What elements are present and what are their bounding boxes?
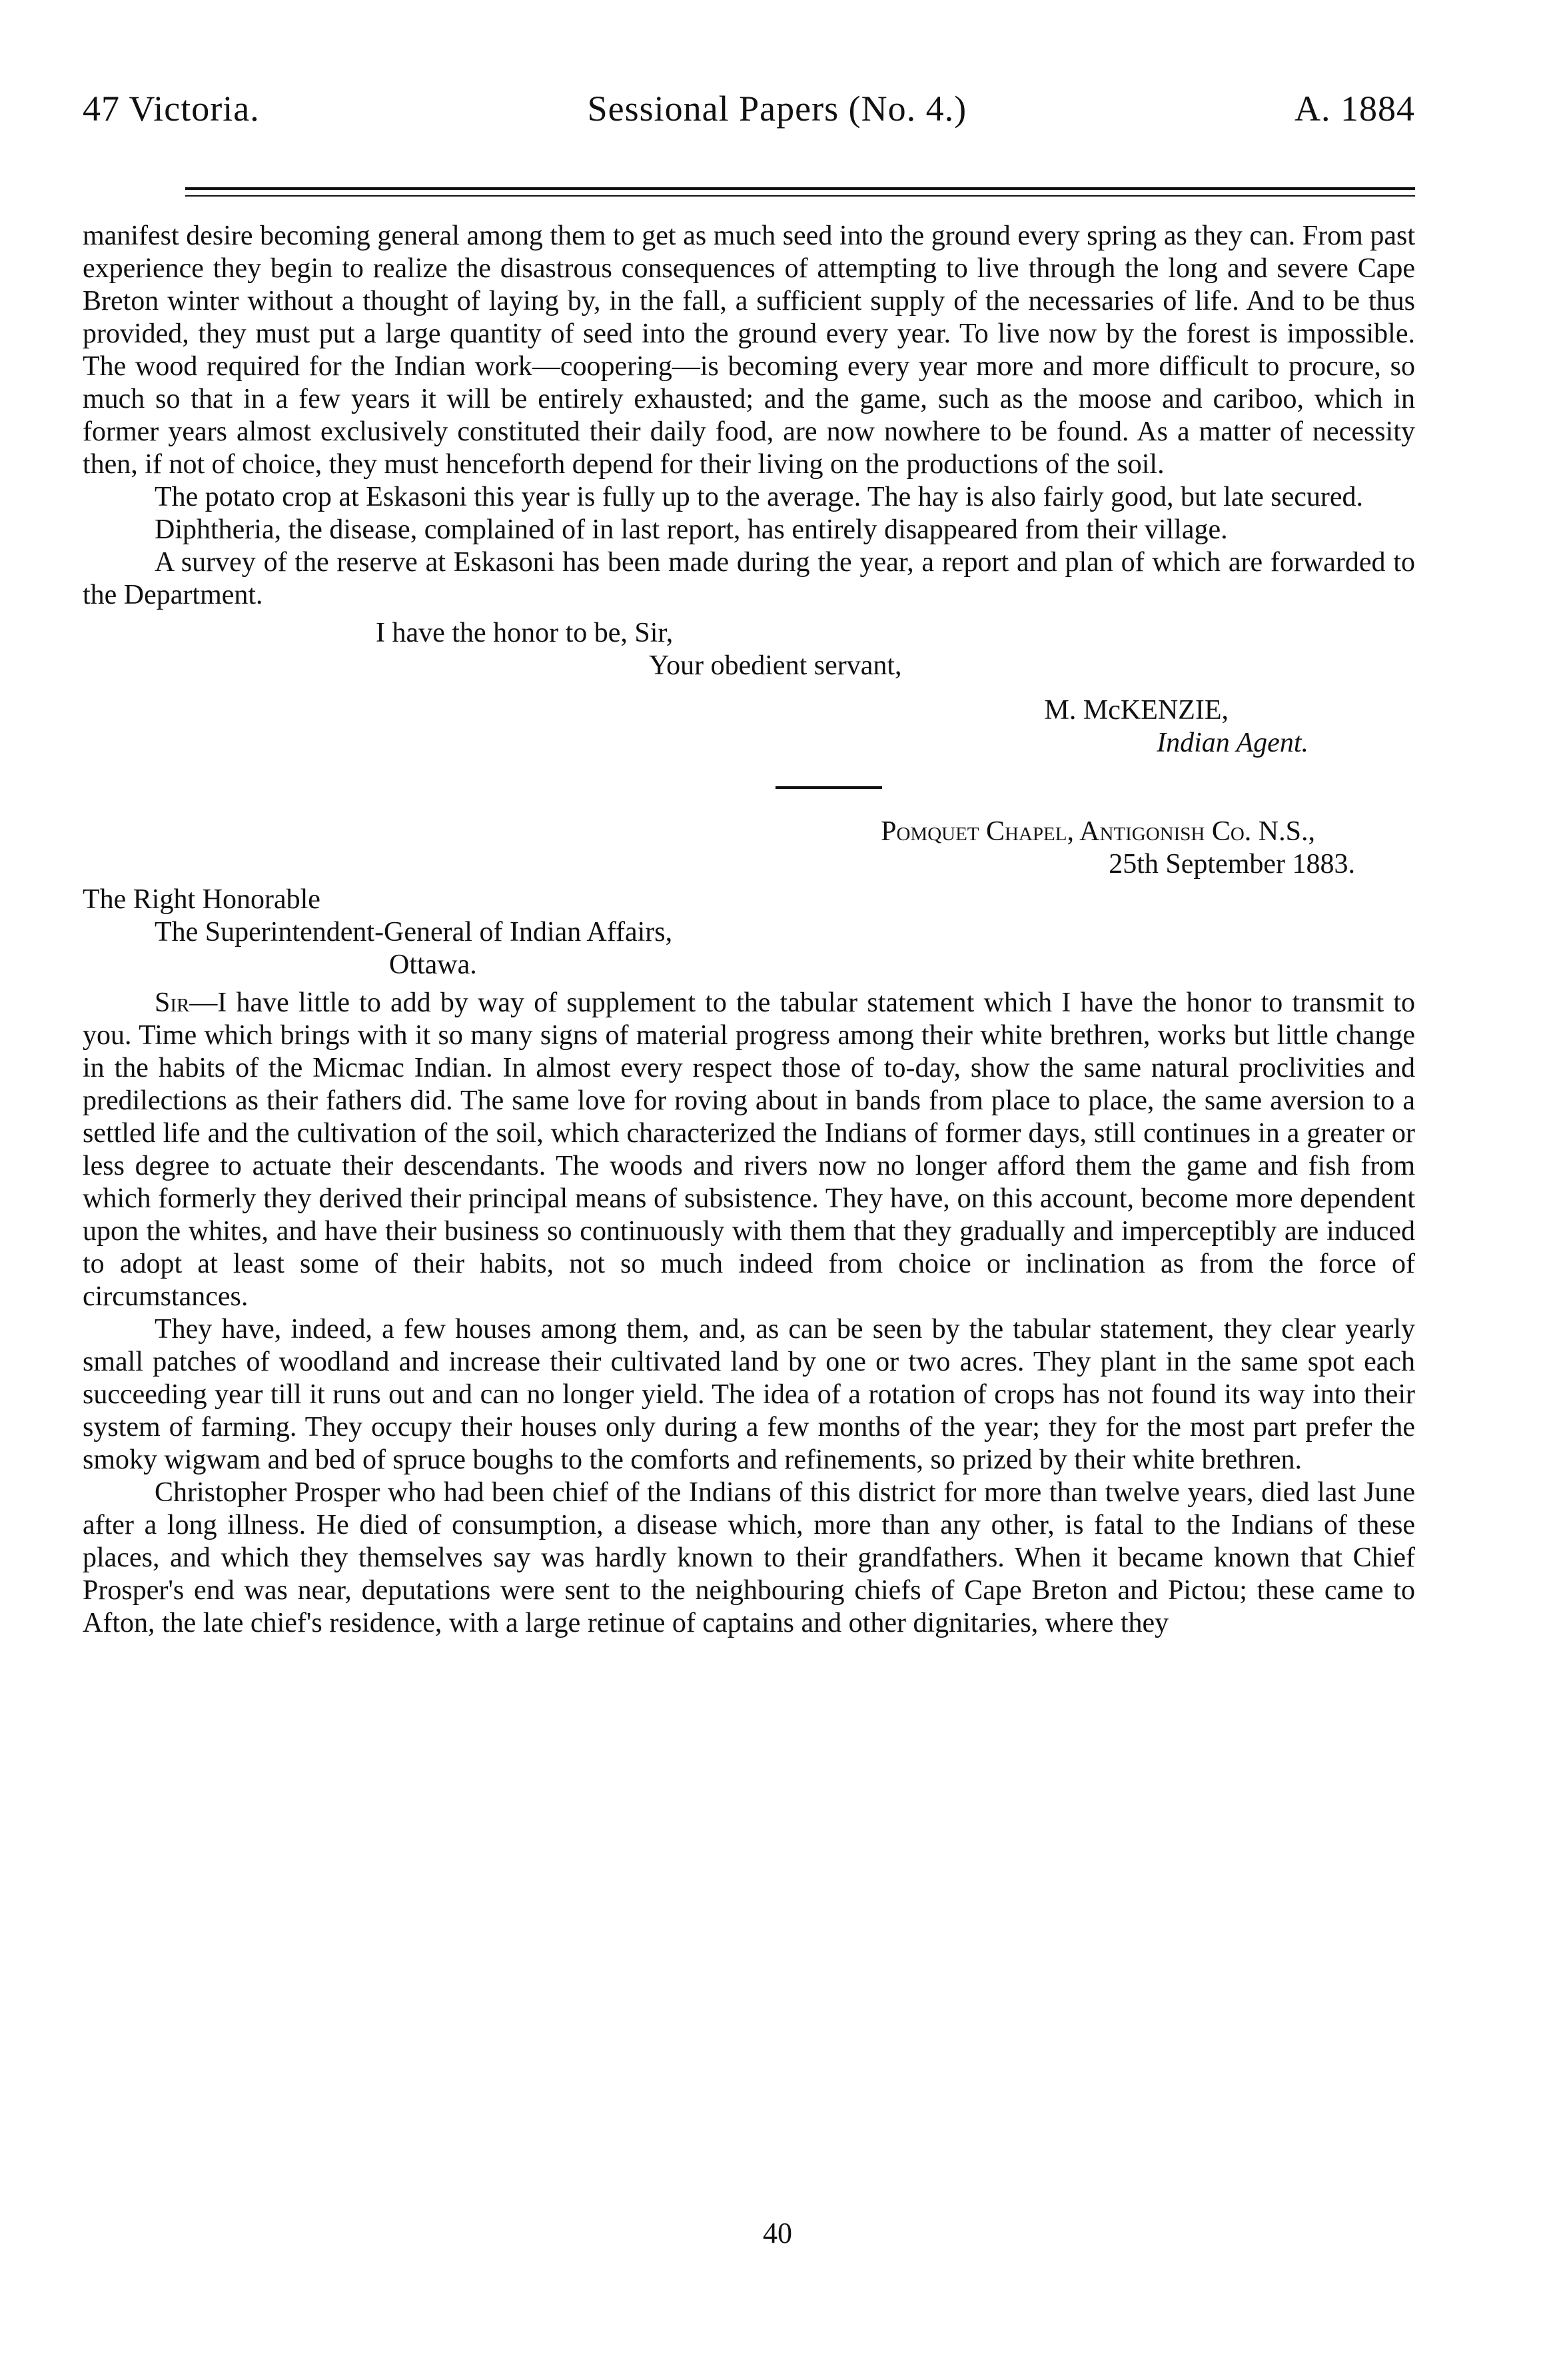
letter-date: 25th September 1883. <box>1109 849 1355 880</box>
paragraph: Christopher Prosper who had been chief of the Indians of this district for more than twelve years, died last June after a long illness. He died of consumption, a disease which, more than any other, is fatal to the Indians of these places, and which they themselves say was hardly known to their grandfathers. When it became known that Chief Prosper's end was near, deputations were sent to the neighbouring chiefs of Cape Breton and Pictou; these came to Afton, the late chief's residence, with a large retinue of captains and other dignitaries, where they <box>83 1477 1415 1638</box>
addressee-line: The Superintendent-General of Indian Affairs, <box>155 917 673 947</box>
paragraph: They have, indeed, a few houses among them, and, as can be seen by the tabular statement, they clear yearly small patches of woodland and increase their cultivated land by one or two acres. They plant in the same spot each succeeding year till it runs out and can no longer yield. The idea of a rotation of crops has not found its way into their system of farming. They occupy their houses only during a few months of the year; they for the most part prefer the smoky wigwam and bed of spruce boughs to the comforts and refinements, so prized by their white brethren. <box>83 1314 1415 1475</box>
paragraph <box>83 987 1415 1313</box>
addressee <box>83 884 1415 981</box>
closing-line: Your obedient servant, <box>649 650 902 681</box>
paragraph: manifest desire becoming general among them to get as much seed into the ground every spring as they can. From past experience they begin to realize the disastrous consequences of attempting to live through the long and severe Cape Breton winter without a thought of laying by, in the fall, a sufficient supply of the necessaries of life. And to be thus provided, they must put a large quantity of seed into the ground every year. To live now by the forest is impossible. The wood required for the Indian work—coopering—is becoming every year more and more difficult to procure, so much so that in a few years it will be entirely exhausted; and the game, such as the moose and cariboo, which in former years almost exclusively constituted their daily food, are now nowhere to be found. As a matter of necessity then, if not of choice, they must henceforth depend for their living on the productions of the soil. <box>83 221 1415 480</box>
page-number: 40 <box>763 2217 792 2249</box>
closing-line: I have the honor to be, Sir, <box>376 618 674 648</box>
header-rule-thin <box>185 195 1415 197</box>
paragraph: Diphtheria, the disease, complained of in last report, has entirely disappeared from their village. <box>155 514 1228 545</box>
addressee-line: The Right Honorable <box>83 884 320 915</box>
body-text <box>83 220 1415 1640</box>
letter-address: Pomquet Chapel, Antigonish Co. N.S., <box>881 816 1315 847</box>
section-separator <box>776 786 882 789</box>
header-volume: 47 Victoria. <box>83 89 260 129</box>
header-title: Sessional Papers (No. 4.) <box>587 89 967 129</box>
running-header <box>83 85 1415 132</box>
salutation: Sir <box>155 987 190 1018</box>
header-rule-thick <box>185 187 1415 190</box>
signature-title: Indian Agent. <box>1157 728 1308 758</box>
addressee-line: Ottawa. <box>389 949 477 980</box>
paragraph: The potato crop at Eskasoni this year is fully up to the average. The hay is also fairly good, but late secured. <box>155 482 1364 512</box>
header-year: A. 1884 <box>1295 89 1415 129</box>
paragraph-text: —I have little to add by way of supplement to the tabular statement which I have the honor to transmit to you. Time which brings with it so many signs of material progress among their white brethren, works but little change in the habits of the Micmac Indian. In almost every respect those of to-day, show the same natural proclivities and predilections as their fathers did. The same love for roving about in bands from place to place, the same aversion to a settled life and the cultivation of the soil, which characterized the Indians of former days, still continues in a greater or less degree to actuate their descendants. The woods and rivers now no longer afford them the game and fish from which formerly they derived their principal means of subsistence. They have, on this account, become more dependent upon the whites, and have their business so continuously with them that they gradually and imperceptibly are induced to adopt at least some of their habits, not so much indeed from choice or inclination as from the force of circumstances. <box>83 987 1415 1312</box>
paragraph: A survey of the reserve at Eskasoni has been made during the year, a report and plan of which are forwarded to the Department. <box>83 547 1415 610</box>
signature: M. McKENZIE, <box>1044 695 1229 726</box>
